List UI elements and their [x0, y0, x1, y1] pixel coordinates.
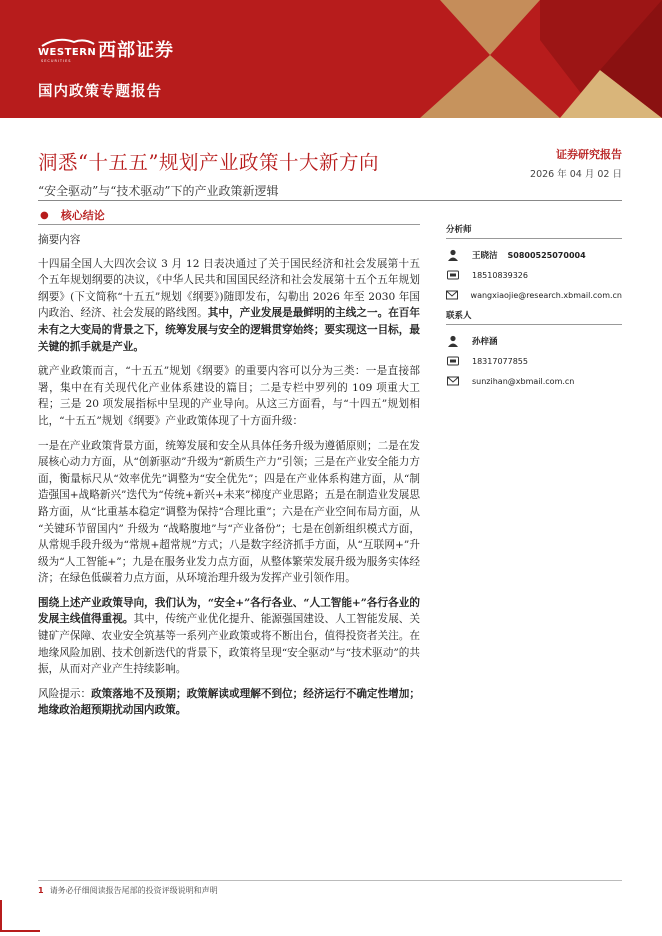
phone-icon	[446, 268, 460, 282]
logo-cn-text: 西部证券	[98, 40, 174, 61]
logo-en-text: WESTERN	[38, 47, 97, 58]
footer-disclaimer: 请务必仔细阅读报告尾部的投资评级说明和声明	[49, 886, 218, 895]
report-type: 证券研究报告	[556, 148, 622, 161]
abstract-label: 摘要内容	[38, 234, 81, 246]
risk-warning	[38, 686, 420, 719]
page-number: 1	[38, 886, 44, 895]
contact-name: 孙梓涵	[472, 337, 498, 347]
paragraph-1-bold: 其中，产业发展是最鲜明的主线之一。在百年未有之大变局的背景之下，统筹发展与安全的逻辑贯穿始终；要实现这一目标，最关键的抓手就是产业。	[38, 307, 421, 353]
contact-heading: 联系人	[446, 309, 622, 325]
core-conclusion-heading	[38, 206, 420, 225]
report-title: 洞悉“十五五”规划产业政策十大新方向	[38, 151, 379, 174]
corner-decoration	[0, 900, 40, 932]
bullet-icon: ●	[40, 209, 49, 221]
analyst-name: 王晓洁	[472, 251, 498, 261]
core-heading-text: 核心结论	[60, 209, 105, 222]
title-divider	[38, 200, 622, 201]
paragraph-4-text: 其中，传统产业优化提升、能源强国建设、人工智能发展、关键矿产保障、农业安全筑基等一系列产业政策或将不断出台，值得投资者关注。在地缘风险加剧、技术创新迭代的背景下，政策将呈现“安全驱动”与“技术驱动”的共振，从而对产业产生持续影响。	[38, 613, 421, 676]
paragraph-2: 就产业政策而言，“十五五”规划《纲要》的重要内容可以分为三类：一是直接部署，集中在有关现代化产业体系建设的篇目；二是专栏中罗列的 109 项重大工程；三是 20 项发展指标中呈现的产业导向。从这三方面看，与“十四五”规划相比，“十五五”规划《纲要》产业政策体现了十方面升级：	[38, 365, 420, 427]
paragraph-1	[38, 256, 420, 356]
footer-divider	[38, 880, 622, 881]
person-icon	[446, 334, 460, 348]
paragraph-4-bold: 围绕上述产业政策导向，我们认为，“安全+”各行各业、“人工智能+”各行各业的发展主线值得重视。	[38, 596, 420, 626]
logo-en-sub: SECURITIES	[41, 59, 72, 63]
analyst-heading: 分析师	[446, 223, 622, 239]
paragraph-1-text: 十四届全国人大四次会议 3 月 12 日表决通过了关于国民经济和社会发展第十五个五年规划纲要的决议，《中华人民共和国国民经济和社会发展第十五个五年规划纲要》(下文简称“十五五”规划《纲要》)随即发布，勾勒出 2026 年至 2030 年国内政治、经济、社会发展的路线图。	[38, 257, 420, 320]
contact-phone: 18317077855	[472, 356, 528, 366]
analyst-sidebar	[446, 223, 622, 391]
report-series: 国内政策专题报告	[38, 83, 162, 100]
email-icon	[446, 288, 459, 302]
analyst-name-row	[446, 245, 622, 265]
report-date: 2026 年 04 月 02 日	[530, 169, 622, 180]
risk-label: 风险提示：	[38, 687, 92, 700]
analyst-email[interactable]: wangxiaojie@research.xbmail.com.cn	[470, 290, 622, 300]
company-logo	[38, 36, 174, 62]
header-banner	[0, 0, 662, 118]
contact-phone-row	[446, 351, 622, 371]
report-subtitle: “安全驱动”与“技术驱动”下的产业政策新逻辑	[38, 184, 279, 198]
phone-icon	[446, 354, 460, 368]
page-footer	[38, 885, 218, 896]
email-icon	[446, 374, 460, 388]
paragraph-4	[38, 595, 420, 678]
risk-text: 政策落地不及预期；政策解读或理解不到位；经济运行不确定性增加；地缘政治超预期扰动国内政策。	[38, 687, 421, 717]
contact-email[interactable]: sunzihan@xbmail.com.cn	[472, 376, 575, 386]
paragraph-3: 一是在产业政策背景方面，统筹发展和安全从具体任务升级为遵循原则；二是在发展核心动力方面，从“创新驱动”升级为“新质生产力”引领；三是在产业安全能力方面，衡量标尺从“效率优先”调整为“安全优先”；四是在产业体系构建方面，从“制造强国+战略新兴”迭代为“传统+新兴+未来”梯度产业思路；五是在制造业发展思路方面，从“比重基本稳定”调整为保持“合理比重”；六是在产业空间布局方面，从 “关键环节留国内” 升级为 “战略腹地”与“产业备份”；七是在创新组织模式方面，从常规手段升级为“常规+超常规”方式；八是数字经济抓手方面，从“互联网+”升级为“人工智能+”；九是在服务业发力点方面，从整体繁荣发展升级为服务实体经济；在绿色低碳着力点方面，从环境治理升级为发挥产业引领作用。	[38, 439, 420, 585]
analyst-license: S0800525070004	[507, 250, 586, 260]
analyst-phone-row	[446, 265, 622, 285]
analyst-email-row	[446, 285, 622, 305]
contact-name-row	[446, 331, 622, 351]
analyst-phone: 18510839326	[472, 270, 528, 280]
western-logo-mark	[38, 36, 96, 62]
person-icon	[446, 248, 460, 262]
contact-email-row	[446, 371, 622, 391]
main-content	[38, 232, 420, 727]
